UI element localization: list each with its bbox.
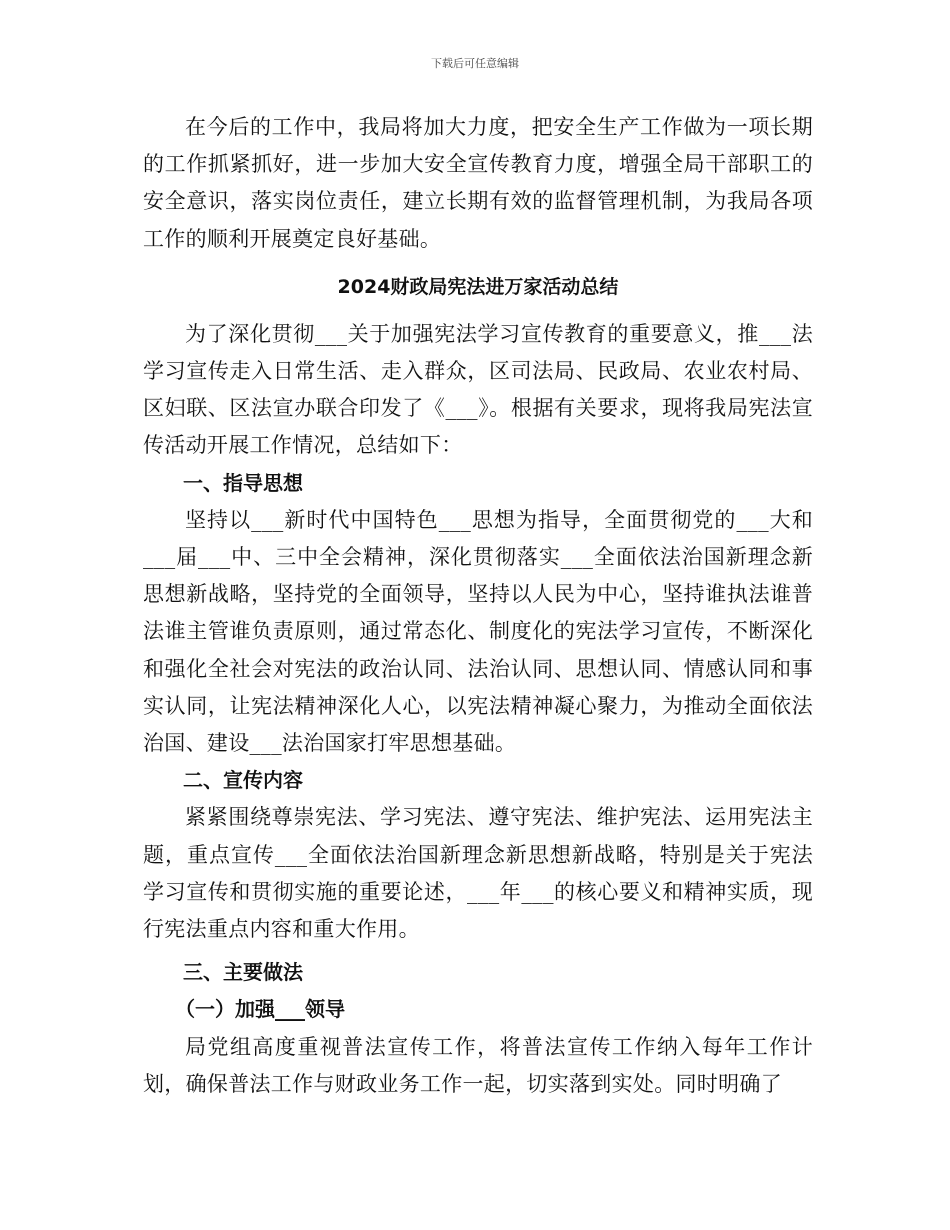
guiding-ideology-paragraph: 坚持以___新时代中国特色___思想为指导，全面贯彻党的___大和___届___中、三中全会精神，深化贯彻落实___全面依法治国新理念新思想新战略，坚持党的全面领导，坚持以人民为中心，坚持谁执法谁普法谁主管谁负责原则，通过常态化、制度化的宪法学习宣传，不断深化和强化全社会对宪法的政治认同、法治认同、思想认同、情感认同和事实认同，让宪法精神深化人心，以宪法精神凝心聚力，为推动全面依法治国、建设___法治国家打牢思想基础。 — [143, 507, 813, 756]
document-title: 2024财政局宪法进万家活动总结 — [337, 275, 619, 298]
leadership-paragraph: 局党组高度重视普法宣传工作，将普法宣传工作纳入每年工作计划，确保普法工作与财政业务工作一起，切实落到实处。同时明确了 — [143, 1034, 813, 1096]
subsection-heading-leadership: （一）加强___领导 — [175, 997, 345, 1022]
section-heading-publicity-content: 二、宣传内容 — [183, 768, 303, 793]
opening-paragraph: 为了深化贯彻___关于加强宪法学习宣传教育的重要意义，推___法学习宣传走入日常生活、走入群众，区司法局、民政局、农业农村局、区妇联、区法宣办联合印发了《___》。根据有关要求，现将我局宪法宣传活动开展工作情况，总结如下： — [143, 321, 813, 458]
section-heading-main-practices: 三、主要做法 — [183, 960, 303, 985]
section-heading-guiding-ideology: 一、指导思想 — [183, 470, 303, 495]
publicity-content-paragraph: 紧紧围绕尊崇宪法、学习宪法、遵守宪法、维护宪法、运用宪法主题，重点宣传___全面依法治国新理念新思想新战略，特别是关于宪法学习宣传和贯彻实施的重要论述，___年___的核心要义和精神实质，现行宪法重点内容和重大作用。 — [143, 805, 813, 942]
intro-paragraph: 在今后的工作中，我局将加大力度，把安全生产工作做为一项长期的工作抓紧抓好，进一步加大安全宣传教育力度，增强全局干部职工的安全意识，落实岗位责任，建立长期有效的监督管理机制，为我局各项工作的顺利开展奠定良好基础。 — [143, 115, 813, 251]
page-header: 下载后可任意编辑 — [431, 57, 519, 70]
document-body — [143, 109, 813, 1103]
